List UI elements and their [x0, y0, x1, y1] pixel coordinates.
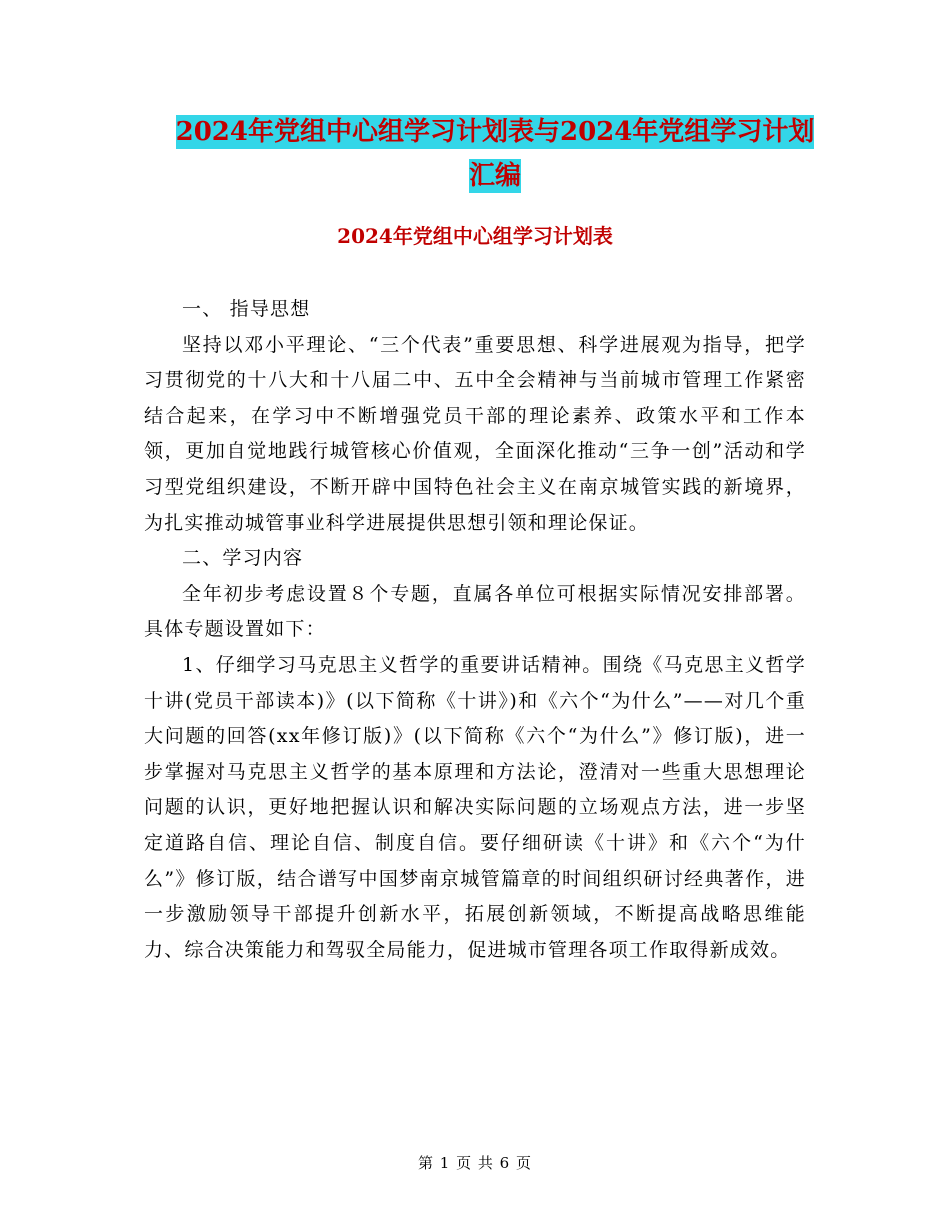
page-footer [0, 1152, 950, 1173]
paragraph-study-overview: 全年初步考虑设置８个专题，直属各单位可根据实际情况安排部署。具体专题设置如下： [144, 582, 806, 641]
document-body [144, 292, 806, 968]
document-title-line1: 2024年党组中心组学习计划表与2024年党组学习计划 [175, 117, 815, 147]
footer-prefix: 第 [417, 1154, 434, 1172]
footer-page-number: 1 [439, 1154, 451, 1172]
paragraph-guiding-ideology: 坚持以邓小平理论、“三个代表”重要思想、科学进展观为指导，把学习贯彻党的十八大和十八届二中、五中全会精神与当前城市管理工作紧密结合起来，在学习中不断增强党员干部的理论素养、政策水平和工作本领，更加自觉地践行城管核心价值观，全面深化推动“三争一创”活动和学习型党组织建设，不断开辟中国特色社会主义在南京城管实践的新境界，为扎实推动城管事业科学进展提供思想引领和理论保证。 [144, 333, 806, 534]
section-title: 2024年党组中心组学习计划表 [337, 224, 613, 248]
document-title [150, 110, 840, 198]
footer-page-total: 6 [499, 1154, 511, 1172]
footer-mid: 页 共 [456, 1154, 494, 1172]
paragraph-topic-1: 1、仔细学习马克思主义哲学的重要讲话精神。围绕《马克思主义哲学十讲(党员干部读本)》(以下简称《十讲》)和《六个“为什么”——对几个重大问题的回答(xx年修订版)》(以下简称《六个“为什么”》修订版)，进一步掌握对马克思主义哲学的基本原理和方法论，澄清对一些重大思想理论问题的认识，更好地把握认识和解决实际问题的立场观点方法，进一步坚定道路自信、理论自信、制度自信。要仔细研读《十讲》和《六个“为什么”》修订版，结合谱写中国梦南京城管篇章的时间组织研讨经典著作，进一步激励领导干部提升创新水平，拓展创新领域，不断提高战略思维能力、综合决策能力和驾驭全局能力，促进城市管理各项工作取得新成效。 [144, 653, 806, 961]
heading-study-content: 二、学习内容 [182, 547, 304, 570]
footer-suffix: 页 [516, 1154, 533, 1172]
document-title-line2: 汇编 [468, 161, 521, 191]
heading-guiding-ideology: 一、 指导思想 [182, 298, 311, 320]
